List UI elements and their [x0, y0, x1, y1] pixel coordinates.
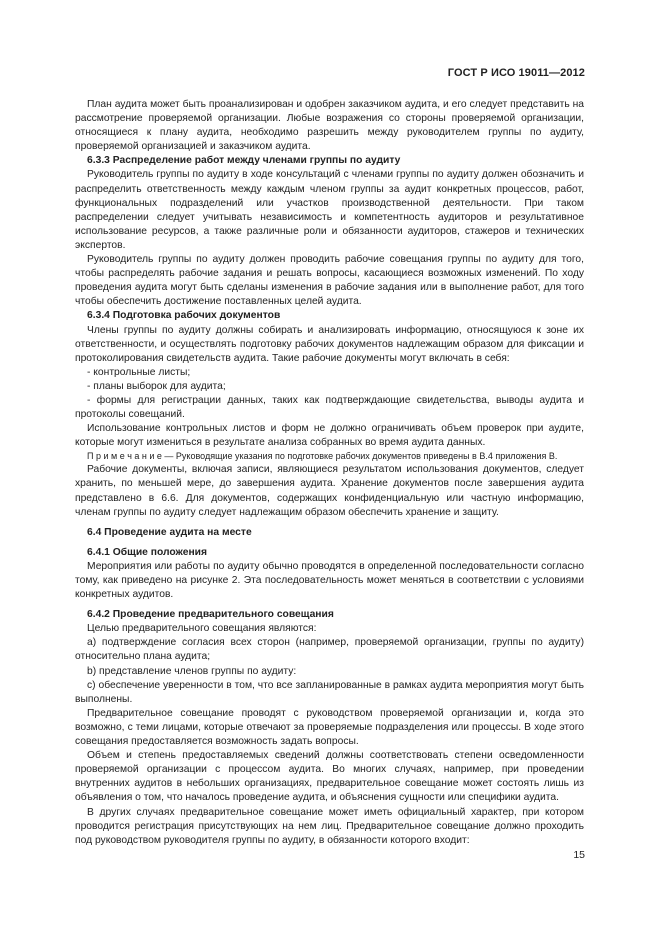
paragraph: Руководитель группы по аудиту должен проводить рабочие совещания группы по аудиту для того, чтобы распределять рабочие задания и решать вопросы, касающиеся возможных изменений. По ходу проведения аудита могут быть сделаны изменения в рабочие задания или в выполнение работ, для того чтобы обеспечить достижение поставленных целей аудита.	[75, 254, 584, 308]
section-heading: 6.3.3 Распределение работ между членами группы по аудиту	[87, 155, 401, 167]
paragraph: В других случаях предварительное совещание может иметь официальный характер, при котором проводится регистрация присутствующих на нем лиц. Предварительное совещание должно проходить под руководством руководителя группы по аудиту, в обязанности которого входит:	[75, 806, 584, 846]
paragraph: Мероприятия или работы по аудиту обычно проводятся в определенной последовательности согласно тому, как приведено на рисунке 2. Эта последовательность может меняться в соответствии с условиями конкретных аудитов.	[75, 560, 584, 601]
paragraph: Предварительное совещание проводят с руководством проверяемой организации и, когда это возможно, с теми лицами, которые отвечают за проверяемые подразделения или процессы. В ходе этого совещания предоставляется возможность задать вопросы.	[75, 707, 584, 748]
paragraph: Целью предварительного совещания являются:	[87, 623, 317, 635]
section-heading: 6.4 Проведение аудита на месте	[87, 526, 252, 538]
paragraph: Рабочие документы, включая записи, являющиеся результатом использования документов, следует хранить, по меньшей мере, до завершения аудита. Хранение документов после завершения аудита представлено в 6.6. Для документов, содержащих конфиденциальную или частную информацию, членам группы по аудиту следует надлежащим образом обеспечить хранение и защиту.	[75, 464, 584, 518]
paragraph: - формы для регистрации данных, таких как подтверждающие свидетельства, выводы аудита и протоколы совещаний.	[75, 394, 584, 421]
paragraph: Руководитель группы по аудиту в ходе консультаций с членами группы по аудиту должен обозначить и распределить ответственность между каждым членом группы за аудит конкретных процессов, работ, функциональных подразделений или участков производственной деятельности. При таком распределении следует учитывать независимость и компетентность аудиторов и результативное использование ресурсов, а также различные роли и обязанности аудиторов, стажеров и технических экспертов.	[75, 169, 584, 251]
paragraph: Использование контрольных листов и форм не должно ограничивать объем проверок при аудите, которые могут измениться в результате анализа собранных во время аудита данных.	[75, 423, 584, 449]
document-body	[75, 98, 584, 848]
note-text: — Руководящие указания по подготовке рабочих документов приведены в В.4 приложения В.	[161, 451, 558, 462]
section-heading: 6.4.1 Общие положения	[87, 546, 207, 558]
paragraph: c) обеспечение уверенности в том, что все запланированные в рамках аудита мероприятия могут быть выполнены.	[75, 679, 584, 705]
paragraph: План аудита может быть проанализирован и одобрен заказчиком аудита, и его следует представить на рассмотрение проверяемой организации. Любые возражения со стороны проверяемой организации, относящиеся к плану аудита, необходимо разрешить между руководителем группы по аудиту, проверяемой организацией и заказчиком аудита.	[75, 99, 584, 153]
document-header: ГОСТ Р ИСО 19011—2012	[447, 67, 585, 79]
list-item: - контрольные листы;	[87, 366, 191, 378]
page-number: 15	[573, 849, 585, 861]
paragraph: b) представление членов группы по аудиту:	[87, 665, 297, 677]
note	[75, 450, 584, 463]
paragraph: Объем и степень предоставляемых сведений должны соответствовать степени осведомленности проверяемой организации с процессом аудита. Во многих случаях, например, при проведении внутренних аудитов в небольших организациях, предварительное совещание может состоять лишь из объявления о том, что началось проведение аудита, и объяснения сущности или специфики аудита.	[75, 750, 584, 804]
note-label: П р и м е ч а н и е	[87, 451, 162, 462]
paragraph: Члены группы по аудиту должны собирать и анализировать информацию, относящуюся к зоне их ответственности, и осуществлять подготовку рабочих документов надлежащим образом для фиксации и протоколирования свидетельств аудита. Такие рабочие документы могут включать в себя:	[75, 324, 584, 364]
section-heading: 6.3.4 Подготовка рабочих документов	[87, 310, 281, 322]
paragraph: a) подтверждение согласия всех сторон (например, проверяемой организации, группы по аудиту) относительно плана аудита;	[75, 637, 584, 663]
list-item: - планы выборок для аудита;	[87, 380, 226, 392]
section-heading: 6.4.2 Проведение предварительного совещания	[87, 609, 334, 621]
